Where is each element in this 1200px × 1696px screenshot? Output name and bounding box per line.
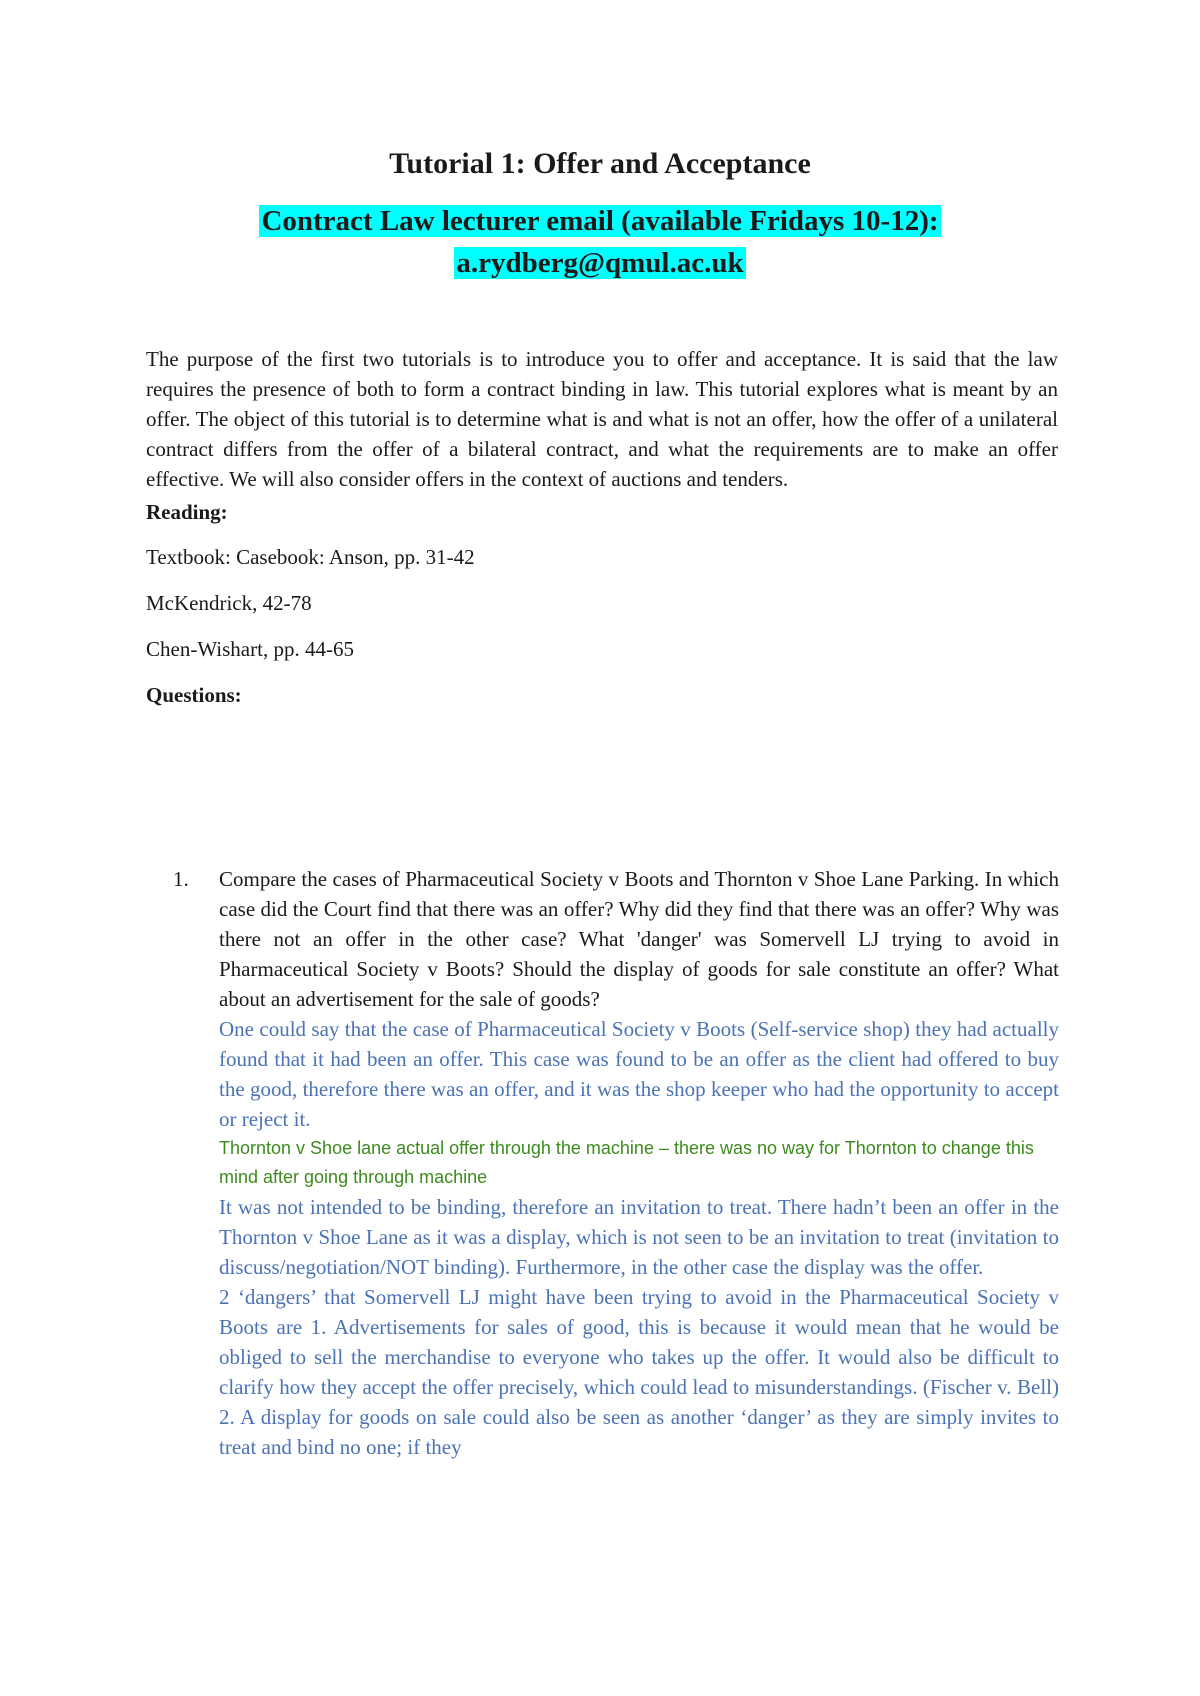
question-text: Compare the cases of Pharmaceutical Society v Boots and Thornton v Shoe Lane Parking. In which case did the Court find that there was an offer? Why did they find that there was an offer? Why was there not an offer in the other case? What 'danger' was Somervell LJ trying to avoid in Pharmaceutical Society v Boots? Should the display of goods for sale constitute an offer? What about an advertisement for the sale of goods?	[219, 867, 1059, 1011]
reading-heading: Reading:	[146, 500, 228, 524]
answer-paragraph: One could say that the case of Pharmaceutical Society v Boots (Self-service shop) they had actually found that it had been an offer. This case was found to be an offer as the client had offered to buy the good, therefore there was an offer, and it was the shop keeper who had the opportunity to accept or reject it.	[219, 1017, 1059, 1131]
reading-item: Chen-Wishart, pp. 44-65	[146, 637, 354, 661]
answer-paragraph: 2 ‘dangers’ that Somervell LJ might have been trying to avoid in the Pharmaceutical Society v Boots are 1. Advertisements for sales of good, this is because it would mean that he would be obliged to sell the merchandise to everyone who takes up the offer. It would also be difficult to clarify how they accept the offer precisely, which could lead to misunderstandings. (Fischer v. Bell) 2. A display for goods on sale could also be seen as another ‘danger’ as they are simply invites to treat and bind no one; if they	[219, 1285, 1059, 1459]
page-title: Tutorial 1: Offer and Acceptance	[389, 147, 811, 180]
questions-heading: Questions:	[146, 683, 242, 707]
reading-item: Textbook: Casebook: Anson, pp. 31-42	[146, 545, 475, 569]
reading-item: McKendrick, 42-78	[146, 591, 312, 615]
question-1	[219, 864, 1059, 1462]
answer-note: Thornton v Shoe lane actual offer through the machine – there was no way for Thornton to change this mind after going through machine	[219, 1138, 1034, 1187]
answer-paragraph: It was not intended to be binding, therefore an invitation to treat. There hadn’t been an offer in the Thornton v Shoe Lane as it was a display, which is not seen to be an invitation to treat (invitation to discuss/negotiation/NOT binding). Furthermore, in the other case the display was the offer.	[219, 1195, 1059, 1279]
lecturer-contact	[0, 200, 1200, 284]
contact-line-1: Contract Law lecturer email (available Fridays 10-12):	[261, 205, 939, 237]
question-number: 1.	[173, 867, 189, 891]
intro-paragraph: The purpose of the first two tutorials is to introduce you to offer and acceptance. It is said that the law requires the presence of both to form a contract binding in law. This tutorial explores what is meant by an offer. The object of this tutorial is to determine what is and what is not an offer, how the offer of a unilateral contract differs from the offer of a bilateral contract, and what the requirements are to make an offer effective. We will also consider offers in the context of auctions and tenders.	[146, 347, 1058, 491]
contact-email: a.rydberg@qmul.ac.uk	[456, 247, 744, 279]
